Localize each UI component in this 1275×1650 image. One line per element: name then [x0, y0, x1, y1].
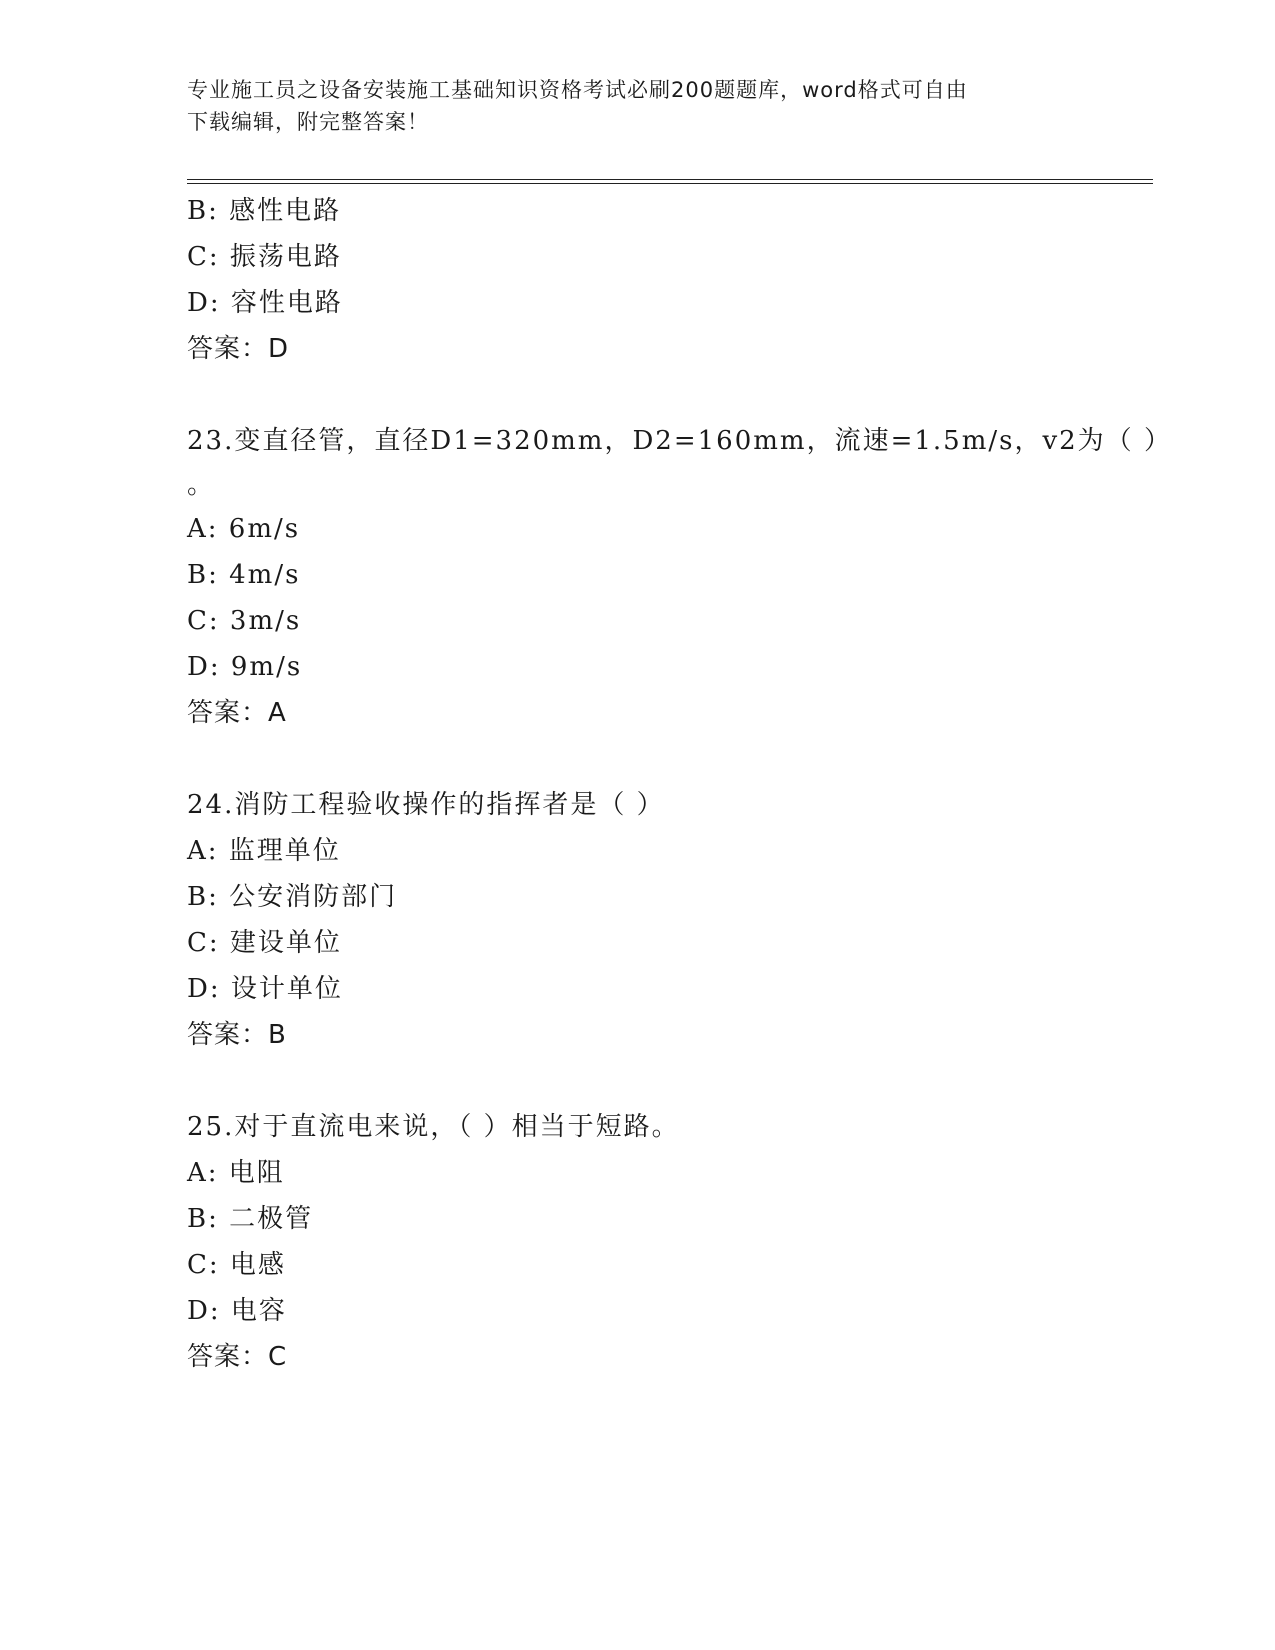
- question-stem: 23.变直径管，直径D1=320mm，D2=160mm，流速=1.5m/s，v2为（ ）: [187, 426, 1172, 456]
- option-a: A: 监理单位: [187, 836, 341, 866]
- question-24: [187, 782, 1087, 1058]
- question-stem: 25.对于直流电来说，（ ）相当于短路。: [187, 1112, 680, 1142]
- option-b: B: 4m/s: [187, 560, 301, 590]
- header-title-line-1: 专业施工员之设备安装施工基础知识资格考试必刷200题题库，word格式可自由: [187, 78, 968, 102]
- option-d: D: 电容: [187, 1296, 287, 1326]
- spacer: [187, 1058, 1087, 1104]
- option-b: B: 二极管: [187, 1204, 314, 1234]
- option-c: C: 建设单位: [187, 928, 342, 958]
- question-23: [187, 418, 1172, 736]
- option-a: A: 6m/s: [187, 514, 301, 544]
- question-stem-continuation: 。: [187, 470, 216, 500]
- spacer: [187, 372, 1087, 418]
- option-b: B: 感性电路: [187, 196, 342, 226]
- page-header: [187, 74, 1067, 138]
- option-d: D: 设计单位: [187, 974, 343, 1004]
- option-d: D: 容性电路: [187, 288, 343, 318]
- question-25: [187, 1104, 1087, 1380]
- answer: 答案：B: [187, 1020, 287, 1050]
- option-d: D: 9m/s: [187, 652, 303, 682]
- question-stem: 24.消防工程验收操作的指挥者是（ ）: [187, 790, 665, 820]
- option-b: B: 公安消防部门: [187, 882, 398, 912]
- header-divider: [187, 179, 1153, 184]
- header-title-line-2: 下载编辑，附完整答案！: [187, 110, 429, 134]
- option-a: A: 电阻: [187, 1158, 285, 1188]
- option-c: C: 振荡电路: [187, 242, 342, 272]
- document-body: [187, 188, 1172, 1380]
- answer: 答案：C: [187, 1342, 288, 1372]
- answer: 答案：D: [187, 334, 290, 364]
- option-c: C: 3m/s: [187, 606, 302, 636]
- question-22-tail: [187, 188, 1087, 372]
- option-c: C: 电感: [187, 1250, 286, 1280]
- answer: 答案：A: [187, 698, 287, 728]
- spacer: [187, 736, 1087, 782]
